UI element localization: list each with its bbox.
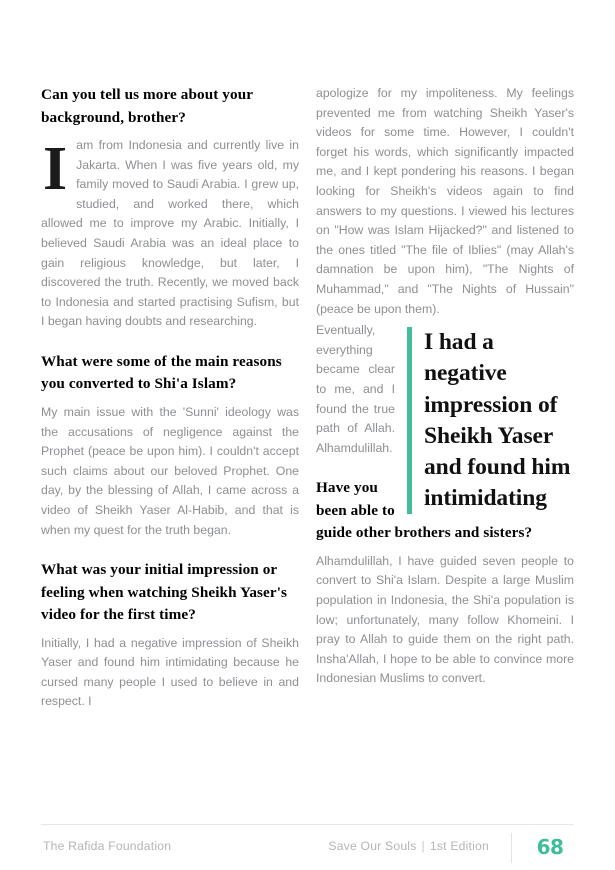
question-heading-first-impression: What was your initial impression or feeling when watching Sheikh Yaser's video for the first time? — [41, 561, 288, 624]
answer-paragraph-guide-others: Alhamdulillah, I have guided seven people to convert to Shi'a Islam. Despite a large Muslim population in Indonesia, the Shi'a population is low; unfortunately, many follow Khomeini. I pray to Allah to guide them on the right path. Insha'Allah, I hope to be able to convince more Indonesian Muslims to convert. — [316, 553, 574, 686]
pull-quote: I had a negative impression of Sheikh Yaser and found him intimidating — [407, 327, 574, 514]
footer-vertical-divider — [511, 833, 512, 863]
answer-paragraph-first-impression: Initially, I had a negative impression of Sheikh Yaser and found him intimidating because he cursed many people I used to believe in and respect. I — [41, 635, 299, 709]
question-heading-background: Can you tell us more about your background, brother? — [41, 86, 253, 126]
question-heading-reasons: What were some of the main reasons you converted to Shi'a Islam? — [41, 352, 282, 393]
drop-cap-letter: I — [43, 135, 68, 203]
answer-paragraph-background — [41, 136, 299, 332]
article-body — [41, 84, 574, 800]
footer-book-title: Save Our Souls — [328, 839, 417, 853]
footer-separator: | — [421, 839, 425, 853]
left-column — [41, 84, 299, 712]
answer-paragraph-reasons: My main issue with the 'Sunni' ideology was the accusations of negligence against the Prophet (peace be upon him). I couldn't accept such claims about our beloved Prophet. One day, by the blessing of Allah, I came across a video of Sheikh Yaser Al-Habib, and that is when my quest for the truth began. — [41, 404, 299, 537]
right-column — [316, 84, 574, 691]
answer-paragraph-continued: apologize for my impoliteness. My feelings prevented me from watching Sheikh Yaser's videos for some time. However, I couldn't forget his words, which significantly impacted me, and I kept pondering his reasons. I began looking for Sheikh's videos again to find answers to my questions. I viewed his lectures on "How was Islam Hijacked?" and listened to the ones titled "The file of Iblies" (may Allah's damnation be upon him), "The Nights of Muhammad," and "The Nights of Hussain" (peace be upon them). — [316, 86, 574, 316]
answer-paragraph-eventually-text: Eventually, everything became clear to me, and I found the true path of Allah. Alhamdulillah. — [316, 323, 395, 455]
footer-inner — [41, 825, 574, 870]
page-number: 68 — [536, 835, 564, 859]
page-footer — [41, 824, 574, 870]
question-heading-guide-others: Have you been able to guide other brothers and sisters? — [316, 479, 533, 542]
footer-edition: 1st Edition — [429, 839, 489, 853]
answer-paragraph-background-text: am from Indonesia and currently live in Jakarta. When I was five years old, my family moved to Saudi Arabia. I grew up, studied, and worked there, which allowed me to improve my Arabic. Initially, I believed Saudi Arabia was an ideal place to gain religious knowledge, but later, I discovered the truth. Recently, we moved back to Indonesia and started practising Sufism, but I began having doubts and researching. — [41, 138, 299, 329]
footer-publisher-label: The Rafida Foundation — [43, 839, 172, 853]
footer-title-edition — [328, 839, 489, 853]
